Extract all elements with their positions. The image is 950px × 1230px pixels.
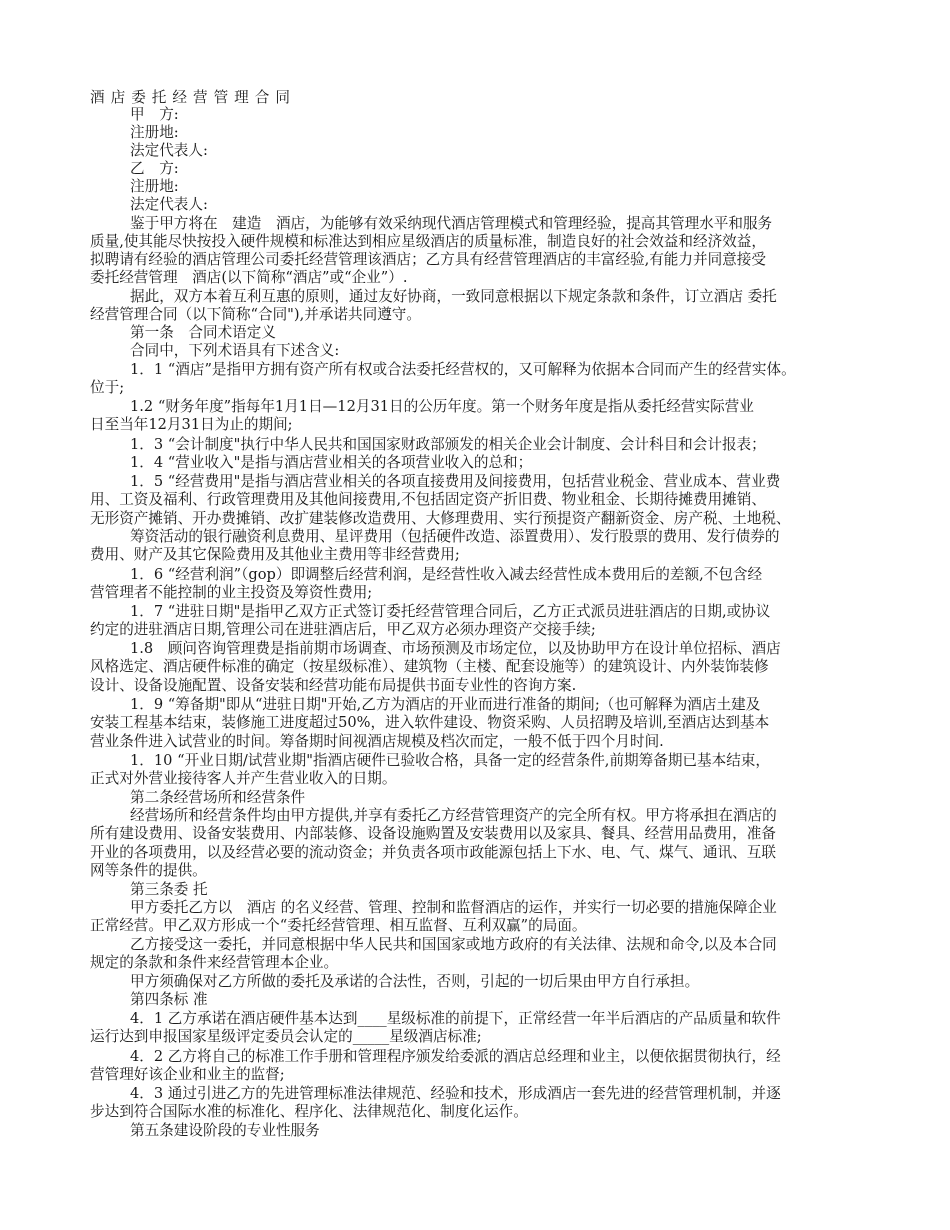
- clause-4-2-cont: 营管理好该企业和业主的监督;: [90, 1066, 285, 1083]
- clause-4-3: 4．3 通过引进乙方的先进管理标准法律规范、经验和技术，形成酒店一套先进的经营管理机制，并逐: [130, 1085, 781, 1102]
- party-a-label: 甲 方:: [130, 106, 179, 123]
- preamble-line: 质量,使其能尽快按投入硬件规模和标准达到相应星级酒店的质量标准，制造良好的社会效益和经济效益，: [90, 233, 766, 250]
- clause-1-1-cont: 位于;: [90, 379, 125, 396]
- article-3-text: 正常经营。甲乙双方形成一个“委托经营管理、相互监督、互利双赢”的局面。: [90, 917, 587, 934]
- agreement-line: 经营管理合同（以下简称“合同"),并承诺共同遵守。: [90, 306, 421, 323]
- clause-1-10-cont: 正式对外营业接待客人并产生营业收入的日期。: [90, 770, 397, 787]
- clause-4-3-cont: 步达到符合国际水准的标准化、程序化、法律规范化、制度化运作。: [90, 1103, 528, 1120]
- clause-1-1: 1．1 “酒店”是指甲方拥有资产所有权或合法委托经营权的，又可解释为依据本合同而产生的经营实体。: [130, 361, 796, 378]
- clause-4-2: 4．2 乙方将自己的标准工作手册和管理程序颁发给委派的酒店总经理和业主，以便依据贯彻执行，经: [130, 1048, 781, 1065]
- clause-1-5-cont: 用、工资及福利、行政管理费用及其他间接费用,不包括固定资产折旧费、物业租金、长期待摊费用摊销、: [90, 491, 766, 508]
- clause-1-2: 1.2 “财务年度”指每年1月1日—12月31日的公历年度。第一个财务年度是指从委托经营实际营业: [130, 398, 754, 415]
- article-3-text: 乙方接受这一委托，并同意根据中华人民共和国国家或地方政府的有关法律、法规和命令,以及本合同: [130, 936, 777, 953]
- article-1-intro: 合同中，下列术语具有下述含义:: [130, 342, 340, 359]
- clause-1-9: 1．9 “筹备期"即从“进驻日期"开始,乙方为酒店的开业而进行准备的期间;（也可解释为酒店土建及: [130, 696, 761, 713]
- clause-1-4: 1．4 “营业收入"是指与酒店营业相关的各项营业收入的总和；: [130, 454, 533, 471]
- clause-1-5-cont: 无形资产摊销、开办费摊销、改扩建装修改造费用、大修理费用、实行预提资产翻新资金、房产税、土地税、: [90, 510, 791, 527]
- party-a-address: 注册地:: [130, 124, 179, 141]
- article-3-text: 甲方委托乙方以 酒店 的名义经营、管理、控制和监督酒店的运作，并实行一切必要的措施保障企业: [130, 899, 777, 916]
- clause-1-8-cont: 风格选定、酒店硬件标准的确定（按星级标准）、建筑物（主楼、配套设施等）的建筑设计、内外装饰装修: [90, 658, 769, 675]
- article-4-heading: 第四条标 准: [130, 991, 208, 1008]
- clause-1-3: 1．3 “会计制度"执行中华人民共和国国家财政部颁发的相关企业会计制度、会计科目和会计报表；: [130, 436, 766, 453]
- clause-1-9-cont: 安装工程基本结束，装修施工进度超过50%，进入软件建设、物资采购、人员招聘及培训,至酒店达到基本: [90, 714, 770, 731]
- clause-1-10: 1．10 “开业日期/试营业期"指酒店硬件已验收合格，具备一定的经营条件,前期筹备期已基本结束，: [130, 752, 770, 769]
- clause-1-7: 1．7 “进驻日期"是指甲乙双方正式签订委托经营管理合同后，乙方正式派员进驻酒店的日期,或协议: [130, 603, 771, 620]
- clause-1-7-cont: 约定的进驻酒店日期,管理公司在进驻酒店后，甲乙双方必须办理资产交接手续;: [90, 621, 596, 638]
- clause-1-6-cont: 营管理者不能控制的业主投资及筹资性费用;: [90, 584, 373, 601]
- clause-1-5: 1．5 “经营费用"是指与酒店营业相关的各项直接费用及间接费用，包括营业税金、营业成本、营业费: [130, 473, 781, 490]
- preamble-line: 拟聘请有经验的酒店管理公司委托经营管理该酒店；乙方具有经营管理酒店的丰富经验,有能力并同意接受: [90, 251, 766, 268]
- article-3-text: 规定的条款和条件来经营管理本企业。: [90, 954, 339, 971]
- clause-1-6: 1．6 “经营利润”（gop）即调整后经营利润，是经营性收入减去经营性成本费用后的差额,不包含经: [130, 566, 763, 583]
- clause-1-9-cont: 营业条件进入试营业的时间。筹备期时间视酒店规模及档次而定，一般不低于四个月时间.: [90, 733, 664, 750]
- clause-4-1: 4．1 乙方承诺在酒店硬件基本达到____星级标准的前提下，正常经营一年半后酒店的产品质量和软件: [130, 1010, 781, 1027]
- article-2-text: 经营场所和经营条件均由甲方提供,并享有委托乙方经营管理资产的完全所有权。甲方将承担在酒店的: [130, 807, 777, 824]
- preamble-line: 鉴于甲方将在 建造 酒店，为能够有效采纳现代酒店管理模式和管理经验，提高其管理水平和服务: [130, 215, 773, 232]
- clause-4-1-cont: 运行达到申报国家星级评定委员会认定的_____星级酒店标准;: [90, 1028, 482, 1045]
- article-2-text: 所有建设费用、设备安装费用、内部装修、设备设施购置及安装费用以及家具、餐具、经营用品费用，准备: [90, 825, 776, 842]
- article-1-heading: 第一条 合同术语定义: [130, 324, 276, 341]
- preamble-line: 委托经营管理 酒店(以下简称“酒店”或“企业”）.: [90, 269, 408, 286]
- article-3-text: 甲方须确保对乙方所做的委托及承诺的合法性，否则，引起的一切后果由甲方自行承担。: [130, 973, 700, 990]
- article-3-heading: 第三条委 托: [130, 881, 208, 898]
- clause-1-8: 1.8 顾问咨询管理费是指前期市场调查、市场预测及市场定位，以及协助甲方在设计单位招标、酒店: [130, 640, 781, 657]
- document-title: 酒店委托经营管理合同: [90, 89, 296, 106]
- party-b-address: 注册地:: [130, 178, 179, 195]
- party-b-representative: 法定代表人:: [130, 196, 208, 213]
- clause-1-5-cont: 筹资活动的银行融资利息费用、星评费用（包括硬件改造、添置费用）、发行股票的费用、发行债券的: [130, 528, 780, 545]
- clause-1-2-cont: 日至当年12月31日为止的期间;: [90, 416, 293, 433]
- clause-1-8-cont: 设计、设备设施配置、设备安装和经营功能布局提供书面专业性的咨询方案.: [90, 677, 577, 694]
- party-b-label: 乙 方:: [130, 160, 179, 177]
- article-2-text: 开业的各项费用，以及经营必要的流动资金；并负责各项市政能源包括上下水、电、气、煤气、通讯、互联: [90, 844, 776, 861]
- agreement-line: 据此，双方本着互利互惠的原则，通过友好协商，一致同意根据以下规定条款和条件，订立酒店 委托: [130, 288, 777, 305]
- article-2-heading: 第二条经营场所和经营条件: [130, 789, 306, 806]
- article-2-text: 网等条件的提供。: [90, 862, 207, 879]
- party-a-representative: 法定代表人:: [130, 142, 208, 159]
- clause-1-5-cont: 费用、财产及其它保险费用及其他业主费用等非经营费用;: [90, 546, 460, 563]
- article-5-heading: 第五条建设阶段的专业性服务: [130, 1122, 320, 1139]
